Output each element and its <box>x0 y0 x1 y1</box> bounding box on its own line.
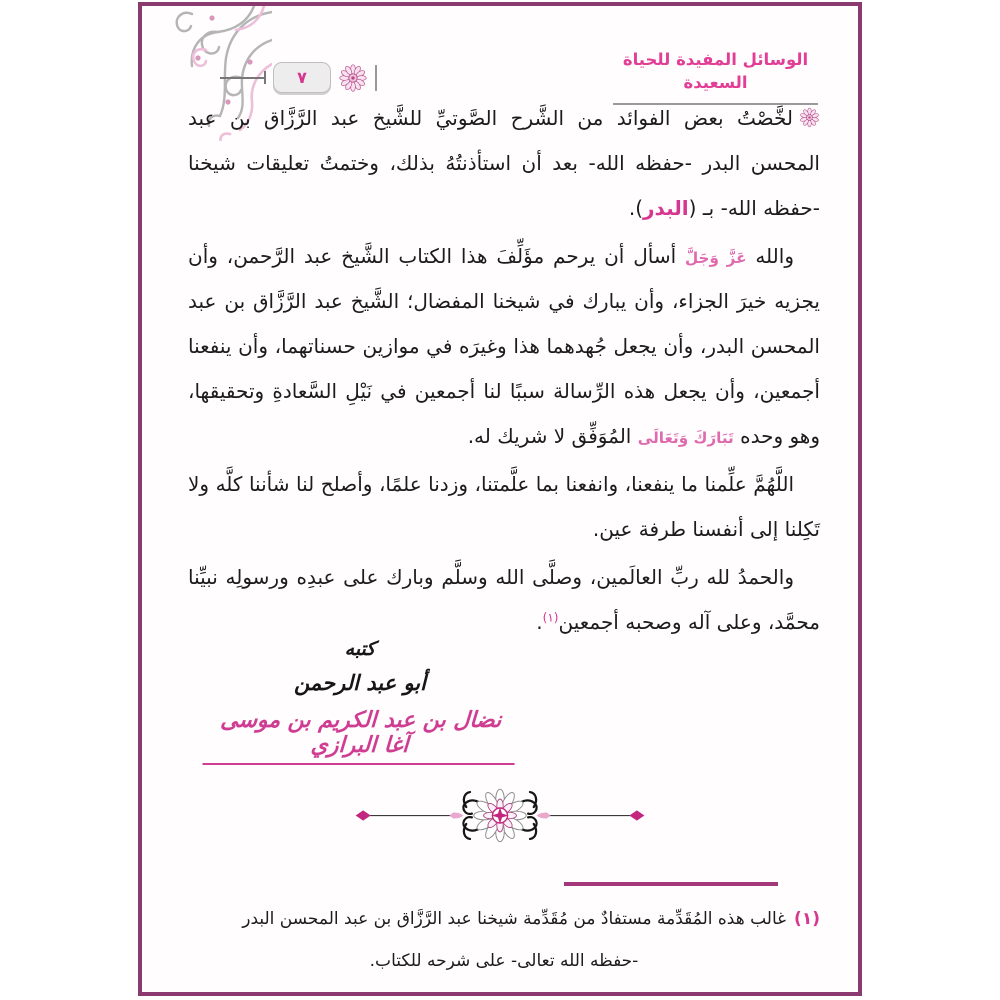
signature-katabahu: كتبه <box>344 638 376 660</box>
floral-divider-icon <box>350 776 650 855</box>
paragraph-4 <box>188 555 820 645</box>
p1-highlight-albadr: البدر <box>643 196 689 220</box>
paragraph-1 <box>188 96 820 231</box>
p2-honorific-azza-wa-jall: عَزَّ وَجَلَّ <box>684 249 747 267</box>
footnote-number: (١) <box>794 909 820 929</box>
page-frame <box>138 2 862 996</box>
signature-kunya: أبو عبد الرحمن <box>294 671 426 695</box>
p2-text-3: المُوَفِّق لا شريك له. <box>467 424 638 448</box>
footnote-block <box>188 899 820 982</box>
p1-text-end: ). <box>628 196 644 220</box>
p1-text: لخَّصْتُ بعض الفوائد من الشَّرح الصَّوتيِّ للشَّيخ عبد الرَّزَّاق بن عبد المحسن البدر -حفظه الله- بعد أن استأذنتُهُ بذلك، وختمتُ تعليقات شيخنا -حفظه الله- بـ ( <box>188 106 820 220</box>
header-separator-line <box>375 65 377 91</box>
paragraph-3 <box>188 462 820 552</box>
header-line <box>220 77 264 79</box>
p4-text: والحمدُ لله ربِّ العالَمين، وصلَّى الله وسلَّم وبارك على عبدِه ورسولِه نبيِّنا محمَّد، وعلى آله وصحبه أجمعين <box>188 565 820 634</box>
footnote-line-1 <box>188 899 820 941</box>
footnote-text-2: -حفظه الله تعالى- على شرحه للكتاب. <box>369 950 639 971</box>
p2-honorific-tabaraka-wa-taala: تَبَارَكَ وَتَعَالَى <box>637 429 734 447</box>
author-signature-block <box>204 638 516 765</box>
rosette-flower-icon <box>338 63 368 93</box>
paragraph-2 <box>188 234 820 459</box>
page-number-widget <box>220 62 377 93</box>
header-line-tick <box>264 71 266 84</box>
footnote-text-1: غالب هذه المُقَدِّمة مستفادٌ من مُقَدِّمة شيخنا عبد الرَّزَّاق بن عبد المحسن البدر <box>242 909 787 929</box>
body-text <box>188 96 820 648</box>
footnote-separator-rule <box>564 882 778 886</box>
floral-divider <box>142 776 858 855</box>
footnote-line-2 <box>188 941 820 983</box>
signature-author-name: نضال بن عبد الكريم بن موسى آغا البرازي <box>203 708 518 765</box>
page-number: ٧ <box>297 68 307 87</box>
paragraph-bullet-rosette-icon <box>799 107 820 128</box>
p4-text-end: . <box>536 610 543 634</box>
book-title: الوسائل المفيدة للحياة السعيدة <box>622 50 809 93</box>
p2-text-2: أسأل أن يرحم مؤَلِّفَ هذا الكتاب الشَّيخ عبد الرَّحمن، وأن يجزيه خيرَ الجزاء، وأن يبارك في شيخنا المفضال؛ الشَّيخ عبد الرَّزَّاق بن عبد المحسن البدر، وأن يجعل جُهدهما هذا وغيرَه في موازين حسناتهما، وأن ينفعنا أجمعين، وأن يجعل هذه الرِّسالة سببًا لنا أجمعين في نَيْلِ السَّعادةِ وتحقيقها، وهو وحده <box>188 244 820 448</box>
footnote-reference-marker: (١) <box>542 610 559 625</box>
p2-text-1: والله <box>746 244 794 268</box>
p3-text: اللَّهُمَّ علِّمنا ما ينفعنا، وانفعنا بما علَّمتنا، وزدنا علمًا، وأصلح لنا شأننا كلَّه ولا تَكِلنا إلى أنفسنا طرفة عين. <box>188 472 820 541</box>
page-number-box <box>273 62 331 93</box>
